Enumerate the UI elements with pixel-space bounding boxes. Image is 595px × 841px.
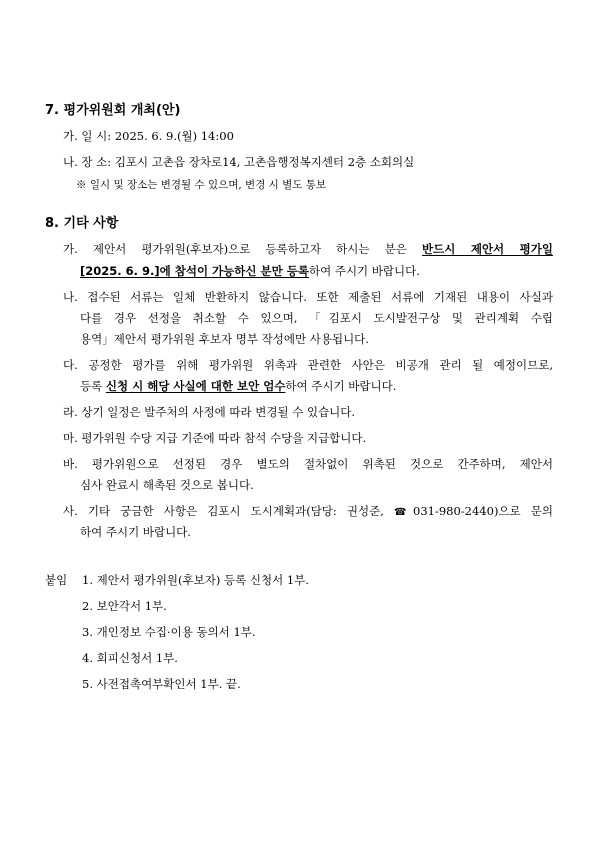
section-7-heading: 7. 평가위원회 개최(안) <box>45 103 181 118</box>
attachment-item: 5. 사전접촉여부확인서 1부. 끝. <box>82 677 241 691</box>
item-na-line3: 용역」제안서 평가위원 후보자 명부 작성에만 사용됩니다. <box>80 332 369 346</box>
item-ma: 마. 평가위원 수당 지급 기준에 따라 참석 수당을 지급합니다. <box>63 431 367 445</box>
item-ga-suffix: 하여 주시기 바랍니다. <box>308 264 420 278</box>
section-8-heading: 8. 기타 사항 <box>45 216 119 231</box>
item-ga-line1 <box>63 244 553 256</box>
item-ga-text: 가. 제안서 평가위원(후보자)으로 등록하고자 하시는 분은 <box>63 242 423 256</box>
item-sa-prefix: 사. 기타 궁금한 사항은 김포시 도시계획과(담당: 권성준, <box>63 504 395 518</box>
item-na-line1: 나. 접수된 서류는 일체 반환하지 않습니다. 또한 제출된 서류에 기재된 내용이 사실과 <box>63 290 553 304</box>
item-sa-line2: 하여 주시기 바랍니다. <box>80 525 191 539</box>
item-ga-emphasis-2: [2025. 6. 9.]에 참석이 가능하신 분만 등록 <box>80 264 309 278</box>
meeting-location: 나. 장 소: 김포시 고촌읍 장차로14, 고촌읍행정복지센터 2층 소회의실 <box>63 155 415 169</box>
item-ga-line2 <box>80 266 420 278</box>
attachment-item: 1. 제안서 평가위원(후보자) 등록 신청서 1부. <box>82 573 309 587</box>
phone-icon: ☎ <box>394 507 413 518</box>
item-sa-contact: 031-980-2440)으로 문의 <box>413 504 553 518</box>
item-ba-line1: 바. 평가위원으로 선정된 경우 별도의 절차없이 위촉된 것으로 간주하며, 제안서 <box>63 457 553 471</box>
attachments-label: 붙임 <box>45 573 68 587</box>
item-ga-emphasis-1: 반드시 제안서 평가일 <box>422 242 553 256</box>
item-da-emphasis: 신청 시 해당 사실에 대한 보안 엄수 <box>105 379 286 393</box>
item-ra: 라. 상기 일정은 발주처의 사정에 따라 변경될 수 있습니다. <box>63 405 356 419</box>
schedule-change-note: ※ 일시 및 장소는 변경될 수 있으며, 변경 시 별도 통보 <box>76 179 327 191</box>
item-sa-line1 <box>63 506 553 518</box>
attachment-item: 3. 개인정보 수집·이용 동의서 1부. <box>82 625 256 639</box>
meeting-datetime: 가. 일 시: 2025. 6. 9.(월) 14:00 <box>63 129 234 143</box>
item-da-prefix: 등록 <box>80 379 106 393</box>
item-da-line1: 다. 공정한 평가를 위해 평가위원 위촉과 관련한 사안은 비공개 관리 될 예정이므로, <box>63 358 553 372</box>
item-na-line2: 다를 경우 선정을 취소할 수 있으며, 「김포시 도시발전구상 및 관리계획 수립 <box>80 311 553 325</box>
attachment-item: 2. 보안각서 1부. <box>82 599 167 613</box>
attachment-item: 4. 회피신청서 1부. <box>82 651 178 665</box>
item-da-line2 <box>80 381 396 393</box>
item-ba-line2: 심사 완료시 해촉된 것으로 봅니다. <box>80 478 254 492</box>
item-da-suffix: 하여 주시기 바랍니다. <box>285 379 397 393</box>
